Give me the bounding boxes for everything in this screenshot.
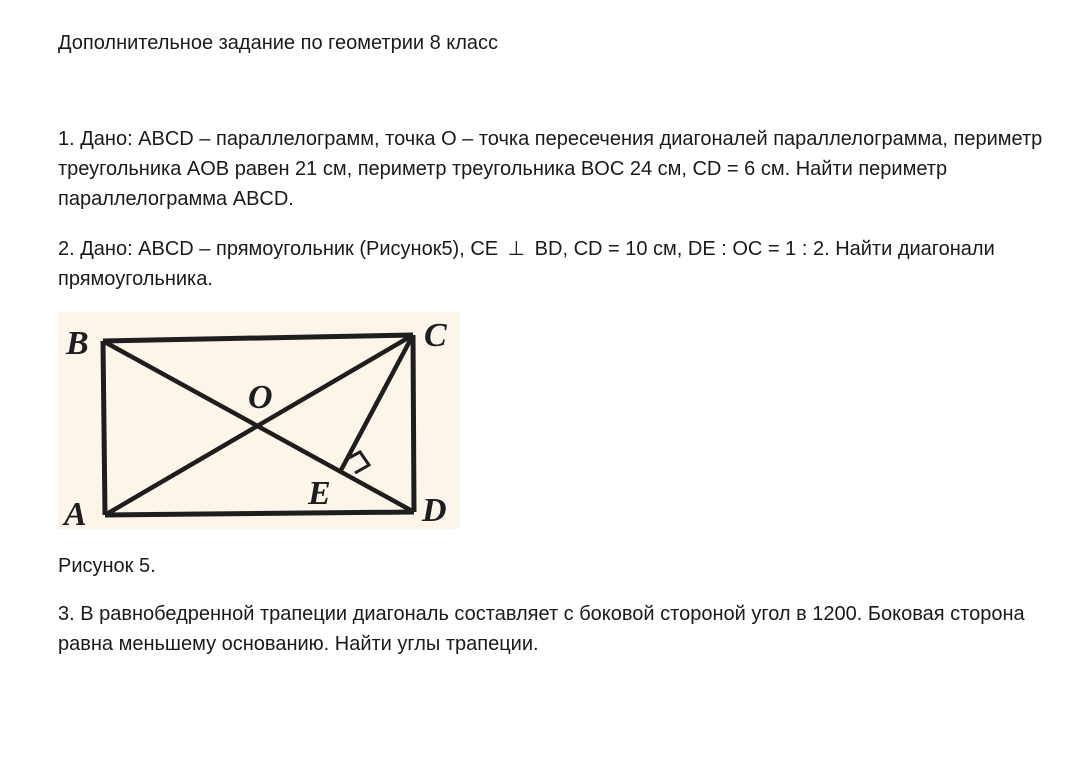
label-c: C (424, 317, 447, 354)
label-o: O (248, 379, 273, 416)
label-d: D (422, 492, 447, 529)
task-2-text-before: 2. Дано: ABCD – прямоугольник (Рисунок5), CE (58, 238, 499, 260)
side-cd (413, 335, 414, 512)
document-title: Дополнительное задание по геометрии 8 класс (58, 32, 499, 54)
label-e: E (308, 475, 331, 512)
task-1: 1. Дано: ABCD – параллелограмм, точка O – точка пересечения диагоналей параллелограмма, периметр треугольника AOB равен 21 см, периметр треугольника BOC 24 см, CD = 6 см. Найти периметр параллелограмма ABCD. (58, 128, 1043, 210)
label-a: A (64, 496, 87, 529)
side-ab (103, 341, 105, 515)
task-2 (58, 234, 1043, 294)
figure-caption: Рисунок 5. (58, 555, 156, 577)
side-da (105, 512, 414, 515)
figure-5-svg (58, 312, 460, 529)
task-2-text-after: BD, CD = 10 см, DE : OC = 1 : 2. Найти диагонали прямоугольника. (58, 238, 995, 290)
perpendicular-symbol: ⊥ (507, 238, 526, 260)
figure-5-rectangle (58, 312, 460, 529)
label-b: B (66, 325, 89, 362)
task-3: 3. В равнобедренной трапеции диагональ составляет с боковой стороной угол в 1200. Боковая сторона равна меньшему основанию. Найти углы трапеции. (58, 603, 1025, 655)
